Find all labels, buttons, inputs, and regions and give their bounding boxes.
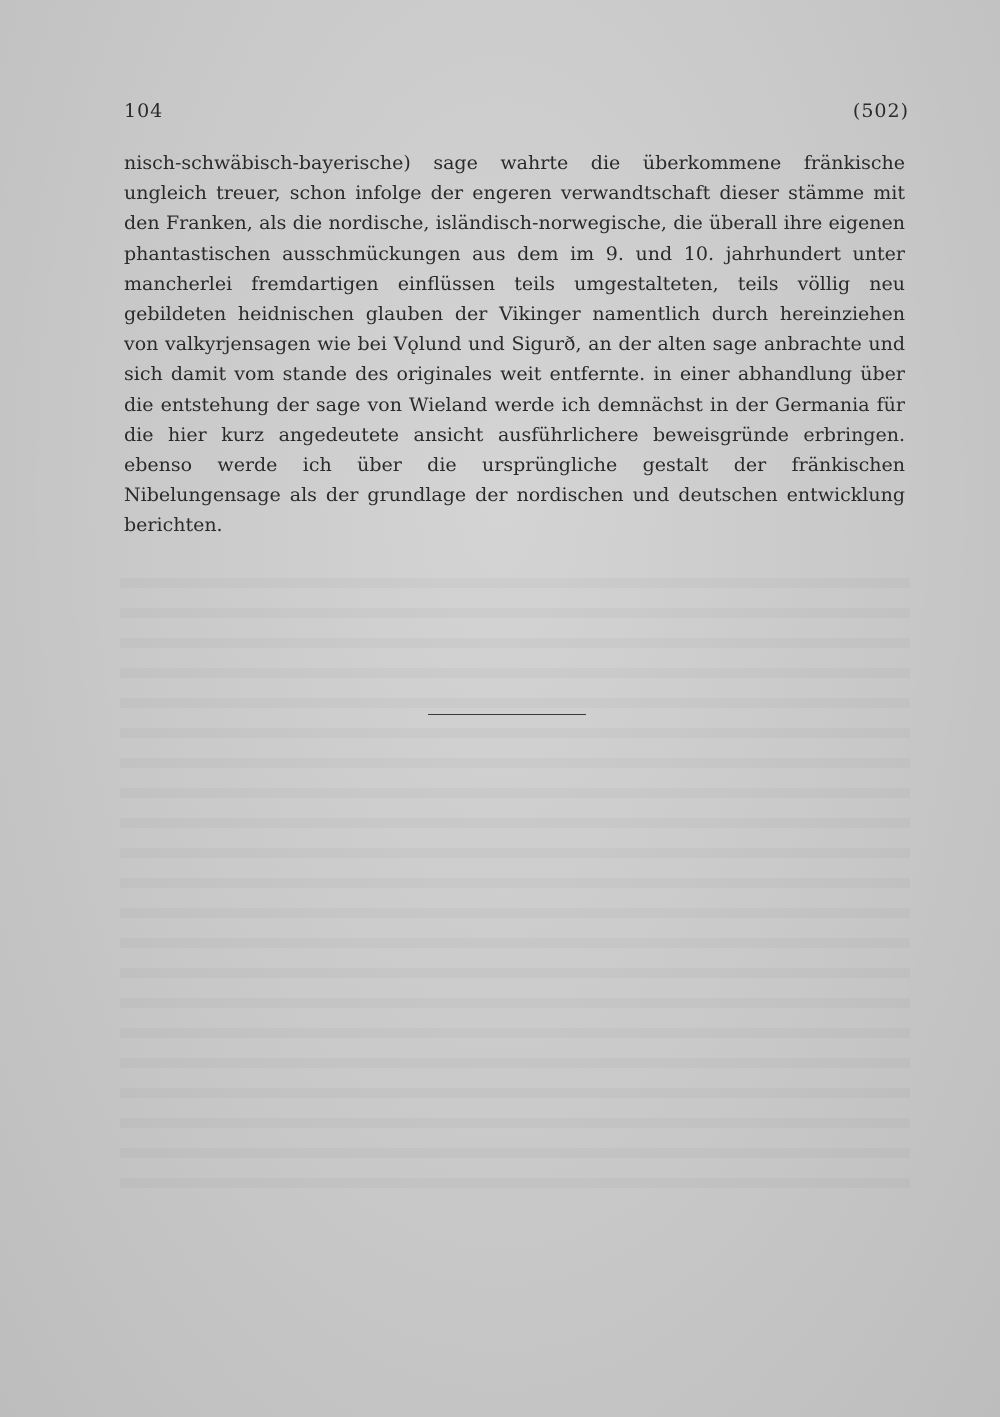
page-header <box>124 100 909 128</box>
body-paragraph: nisch-schwäbisch-bayerische) sage wahrte die überkommene fränkische ungleich treuer, schon infolge der engeren verwandtschaft dieser stämme mit den Franken, als die nordische, isländisch-norwegische, die überall ihre eigenen phantastischen ausschmückungen aus dem im 9. und 10. jahrhundert unter mancherlei fremdartigen einflüssen teils umgestalteten, teils völlig neu gebildeten heidnischen glauben der Vikinger namentlich durch hereinziehen von valkyrjensagen wie bei Vǫlund und Sigurð, an der alten sage anbrachte und sich damit vom stande des originales weit entfernte. in einer abhandlung über die entstehung der sage von Wieland werde ich demnächst in der Germania für die hier kurz angedeutete ansicht ausführlichere beweisgründe erbringen. ebenso werde ich über die ursprüngliche gestalt der fränkischen Nibelungensage als der grundlage der nordischen und deutschen entwicklung berichten. <box>124 152 905 537</box>
page-number: 104 <box>124 100 164 122</box>
section-end-rule <box>428 714 586 715</box>
original-page-reference: (502) <box>852 100 909 122</box>
show-through-texture <box>120 560 910 1200</box>
